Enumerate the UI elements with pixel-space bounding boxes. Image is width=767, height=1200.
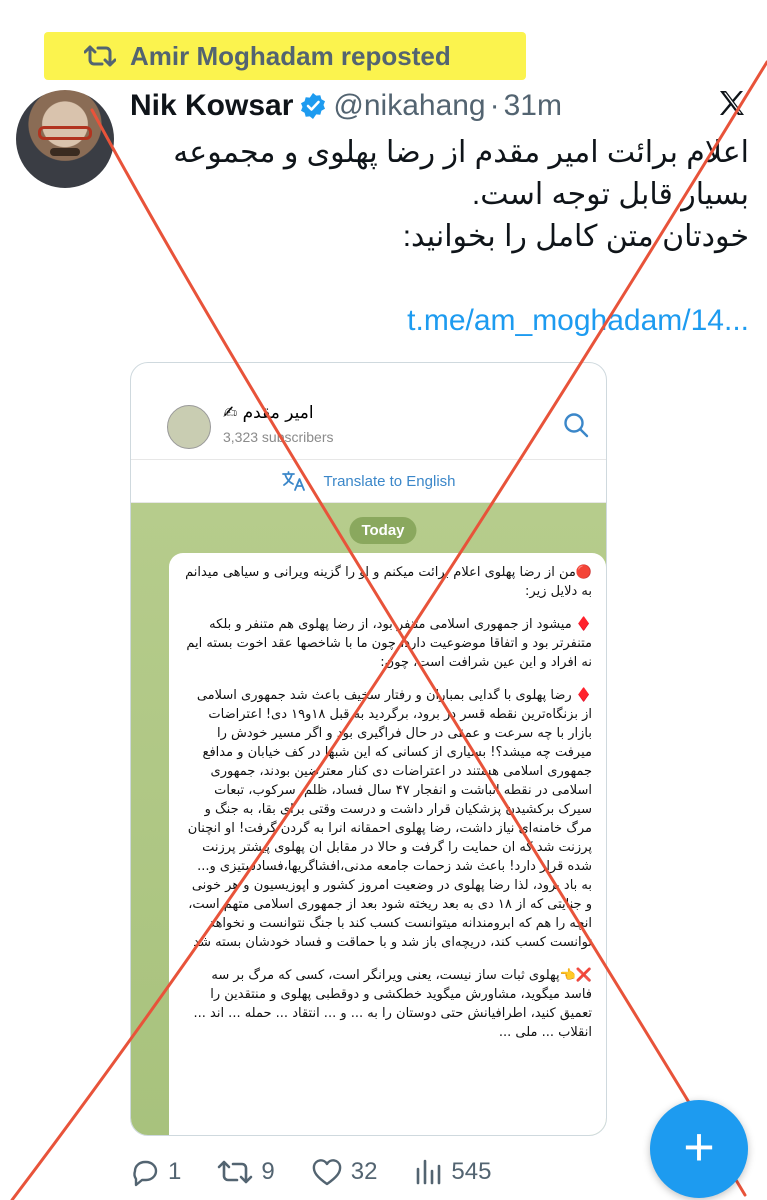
telegram-chat-area <box>131 503 606 1135</box>
tweet-link[interactable]: t.me/am_moghadam/14... <box>407 304 749 337</box>
search-icon <box>562 411 590 439</box>
channel-avatar <box>167 405 211 449</box>
avatar-glasses <box>38 126 92 140</box>
translate-label: Translate to English <box>323 472 456 490</box>
x-logo-icon <box>717 88 747 123</box>
message-paragraph: ❌👈پهلوی ثبات ساز نیست، یعنی ویرانگر است، کسی که مرگ بر سه فاسد میگوید، مشاورش میگوید خطکشی و دوقطبی پهلوی و منتقدین را تعمیق کنید، اطرافیانش حتی دوستان را به ... و ... انتقاد ... حمله ... اند ... انقلاب ... ملی ... <box>193 968 592 1040</box>
views-count: 545 <box>451 1158 492 1185</box>
reply-count: 1 <box>168 1158 182 1185</box>
message-bubble <box>169 553 606 1136</box>
views-chart-icon <box>413 1157 443 1187</box>
reply-button[interactable] <box>130 1157 181 1187</box>
like-button[interactable] <box>311 1157 378 1187</box>
channel-subscribers: 3,323 subscribers <box>223 429 334 445</box>
repost-banner[interactable] <box>44 32 526 80</box>
compose-button[interactable] <box>650 1100 748 1198</box>
message-paragraph: ♦️ میشود از جمهوری اسلامی متنفر بود، از رضا پهلوی هم متنفر و بلکه متنفرتر بود و اتفاقا موضوعیت دارد، چون ما با شاخصها عقد اخوت بسته ایم نه افراد و این عین شرافت است، چون: <box>186 617 592 670</box>
repost-icon <box>84 44 116 68</box>
author-avatar[interactable] <box>16 90 114 188</box>
translate-bar <box>131 459 606 503</box>
date-badge: Today <box>349 517 416 544</box>
tweet-line: اعلام برائت امیر مقدم از رضا پهلوی و مجموعه <box>173 136 749 169</box>
tweet-line: خودتان متن کامل را بخوانید: <box>402 220 749 253</box>
plus-icon: + <box>683 1117 715 1177</box>
message-paragraph: 🔴من از رضا پهلوی اعلام برائت میکنم و او را گزینه ویرانی و سیاهی میدانم به دلایل زیر: <box>185 565 592 599</box>
tweet-body <box>129 132 749 258</box>
translate-icon <box>281 470 307 492</box>
views-button[interactable] <box>413 1157 491 1187</box>
embedded-image[interactable] <box>130 362 607 1136</box>
message-paragraph: ♦️ رضا پهلوی با گدایی بمباران و رفتار سخیف باعث شد جمهوری اسلامی از بزنگاه‌ترین نقطه قسر در برود، برگردید به قبل ۱۸و۱۹ دی! اعتراضات بازار با چه سرعت و عمقی در حال فراگیری بود و اگر مسیر خودش را میرفت چه میشد؟! بسیاری از کسانی که این شبها در کف خیابان و مدافع جمهوری اسلامی هستند در اعتراضات دی کنار معترضین بودند، جمهوری اسلامی در نقطه انباشت و انفجار ۴۷ سال فساد، ظلم، سرکوب، تبعات سیرک برکشیدن پزشکیان قرار داشت و درست وقتی برای بقا، به جنگ و مرگ خامنه‌ای نیاز داشت، رضا پهلوی احمقانه انرا به گردن گرفت! او انچنان پرزنت شد که ان حمایت را گرفت و حالا در مقابل ان پهلوی پیشتر پرزنت شده قرار دارد! باعث شد زحمات جامعه مدنی،افشاگریها،فسادستیزی و... به باد برود، لذا رضا پهلوی در وضعیت امروز کشور و اپوزیسیون و هر خونی و جنایتی که از ۱۸ دی به بعد ریخته شود بعد از جمهوری اسلامی متهم است، انچه را هم که ابرومندانه میتوانست کسب کند با جنگ نتوانست و نخواهد توانست کسب کند، دریچه‌ای باز شد و با حماقت و فساد خودشان بسته شد <box>187 688 592 950</box>
author-name[interactable]: Nik Kowsar <box>130 89 294 122</box>
tweet-header <box>130 86 747 126</box>
reply-icon <box>130 1157 160 1187</box>
heart-icon <box>311 1157 343 1187</box>
like-count: 32 <box>350 1158 378 1185</box>
header-separator: · <box>489 89 500 122</box>
repost-icon <box>217 1158 253 1186</box>
tweet-line: بسیار قابل توجه است. <box>471 178 749 211</box>
tweet-timestamp[interactable]: 31m <box>503 89 562 122</box>
channel-title: امیر مقدم ✍ <box>223 403 314 423</box>
avatar-mustache <box>50 148 80 156</box>
telegram-channel-header <box>131 393 606 453</box>
verified-badge-icon <box>299 92 327 120</box>
repost-count: 9 <box>261 1158 275 1185</box>
repost-button[interactable] <box>217 1158 274 1186</box>
author-handle[interactable]: @nikahang <box>333 89 486 122</box>
repost-label: Amir Moghadam reposted <box>130 40 451 71</box>
